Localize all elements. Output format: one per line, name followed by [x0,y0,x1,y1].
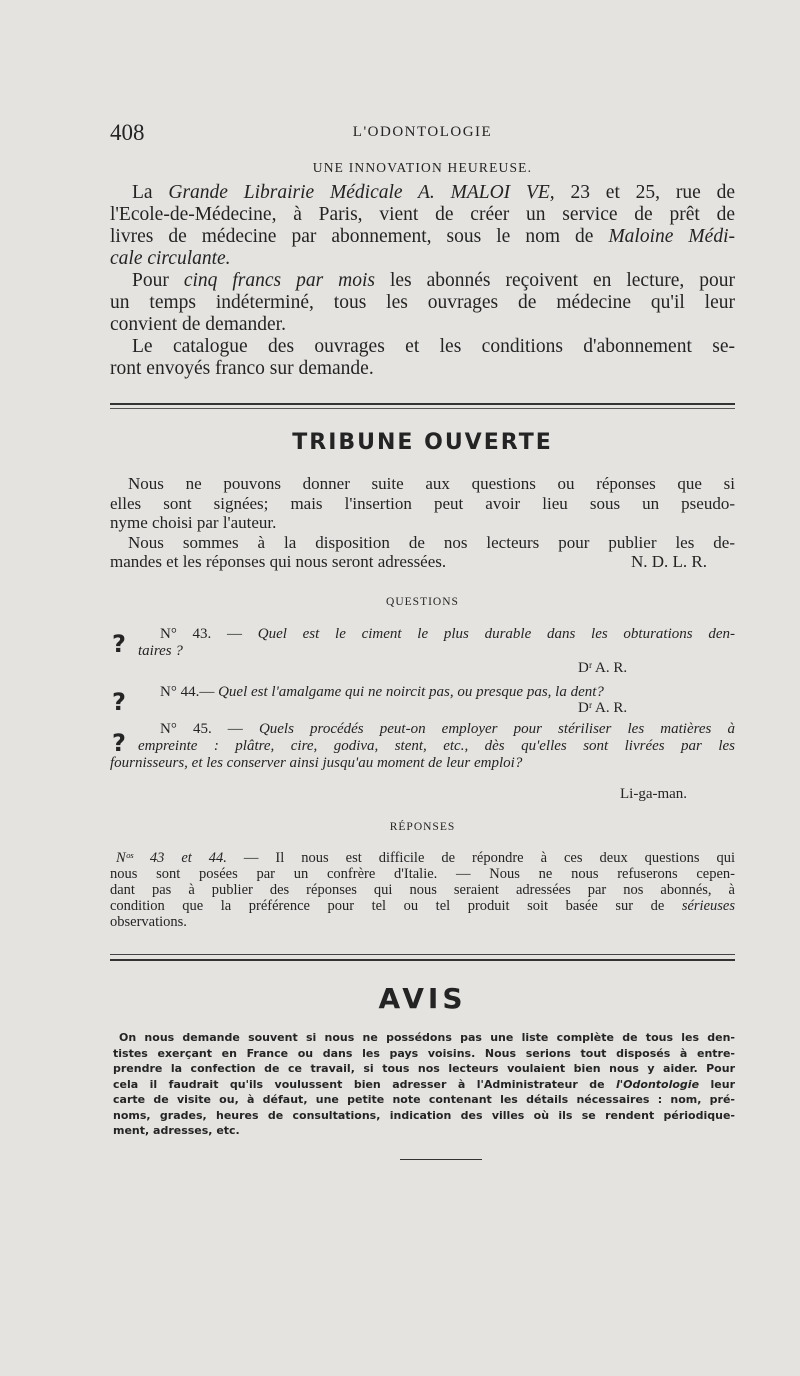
question-44 [160,684,735,701]
tribune-line5: mandes et les réponses qui nous seront adressées. N. D. L. R. [110,552,707,571]
question-45-line3: fournisseurs, et les conserver ainsi jusqu'au moment de leur emploi? [110,755,523,771]
innovation-body [110,182,735,380]
tribune-line4: Nous sommes à la disposition de nos lecteurs pour publier les de- [128,532,735,552]
avis-line4: cela il faudrait qu'ils voulussent bien adresser à l'Administrateur de l'Odontologie leur [113,1077,735,1091]
reponses-line4: condition que la préférence pour tel ou tel produit soit basée sur de sérieuses [110,898,735,914]
tribune-signature: N. D. L. R. [630,552,707,571]
reponses-line1: Nᵒˢ 43 et 44. — Il nous est difficile de répondre à ces deux questions qui [116,850,735,866]
avis-heading: AVIS [378,982,467,1015]
question-44-line1: N° 44.— Quel est l'amalgame qui ne noircit pas, ou presque pas, la dent? [160,684,604,700]
question-44-signature: Dʳ A. R. [578,700,628,716]
innovation-p1-line1: La Grande Librairie Médicale A. MALOI VE, 23 et 25, rue de [132,182,735,203]
tribune-intro [110,474,735,572]
question-mark-icon: ? [112,630,126,658]
avis-line6: noms, grades, heures de consultations, indication des villes où ils se rendent périodique- [113,1108,735,1122]
innovation-p2-line2: un temps indéterminé, tous les ouvrages de médecine qu'il leur [110,292,735,313]
question-45-signature: Li-ga-man. [620,786,688,802]
innovation-p2-line3: convient de demander. [110,314,286,335]
questions-heading: QUESTIONS [386,596,459,608]
tribune-line2: elles sont signées; mais l'insertion peut avoir lieu sous un pseudo- [110,493,735,513]
closing-rule [400,1159,482,1160]
question-45-line1: N° 45. — Quels procédés peut-on employer pour stériliser les matières à [160,721,735,737]
tribune-heading: TRIBUNE OUVERTE [292,430,553,455]
avis-line1: On nous demande souvent si nous ne possédons pas une liste complète de tous les den- [119,1031,735,1044]
innovation-heading: UNE INNOVATION HEUREUSE. [312,160,533,175]
journal-title: L'ODONTOLOGIE [352,124,493,140]
reponses-line3: dant pas à publier des réponses qui nous seraient adressées par nos abonnés, à [110,882,735,898]
avis-body [113,1030,735,1139]
avis-line5: carte de visite ou, à défaut, une petite note contenant les détails nécessaires : nom, pré- [113,1093,735,1106]
section-rule-bottom [110,408,735,409]
running-head [110,120,735,150]
tribune-line3: nyme choisi par l'auteur. [110,513,277,532]
avis-line2: tistes exerçant en France ou dans les pays voisins. Nous serions tout disposés à entre- [113,1046,735,1060]
question-mark-icon: ? [112,688,126,716]
question-43-line1: N° 43. — Quel est le ciment le plus durable dans les obturations den- [160,626,735,642]
question-45 [110,721,735,772]
question-45-line2: empreinte : plâtre, cire, godiva, stent, etc., dès qu'elles sont livrées par les [138,738,735,754]
reponses-line2: nous sont posées par un confrère d'Italie. — Nous ne nous refuserons cepen- [110,866,735,882]
tribune-line1: Nous ne pouvons donner suite aux questions ou réponses que si [128,474,735,493]
innovation-p1-line3: livres de médecine par abonnement, sous le nom de Maloine Médi- [110,226,735,247]
innovation-p3-line2: ront envoyés franco sur demande. [110,358,374,379]
section-rule-top [110,403,735,405]
question-43 [138,626,735,660]
innovation-p3-line1: Le catalogue des ouvrages et les conditions d'abonnement se- [132,336,735,357]
reponses-heading: RÉPONSES [389,821,456,833]
innovation-p2-line1: Pour cinq francs par mois les abonnés reçoivent en lecture, pour [132,270,735,291]
avis-line3: prendre la confection de ce travail, si tous nos lecteurs voulaient bien nous y aider. Pour [113,1062,735,1075]
question-43-signature: Dʳ A. R. [578,660,628,676]
page-number: 408 [110,120,145,145]
innovation-p1-line2: l'Ecole-de-Médecine, à Paris, vient de créer un service de prêt de [110,204,735,225]
question-43-line2: taires ? [138,643,183,659]
question-mark-icon: ? [112,729,126,757]
reponses-body [110,850,735,930]
innovation-p1-line4: cale circulante. [110,248,231,269]
avis-rule-top [110,954,735,955]
avis-rule-bottom [110,959,735,961]
reponses-line5: observations. [110,914,187,930]
avis-line7: ment, adresses, etc. [113,1124,240,1137]
